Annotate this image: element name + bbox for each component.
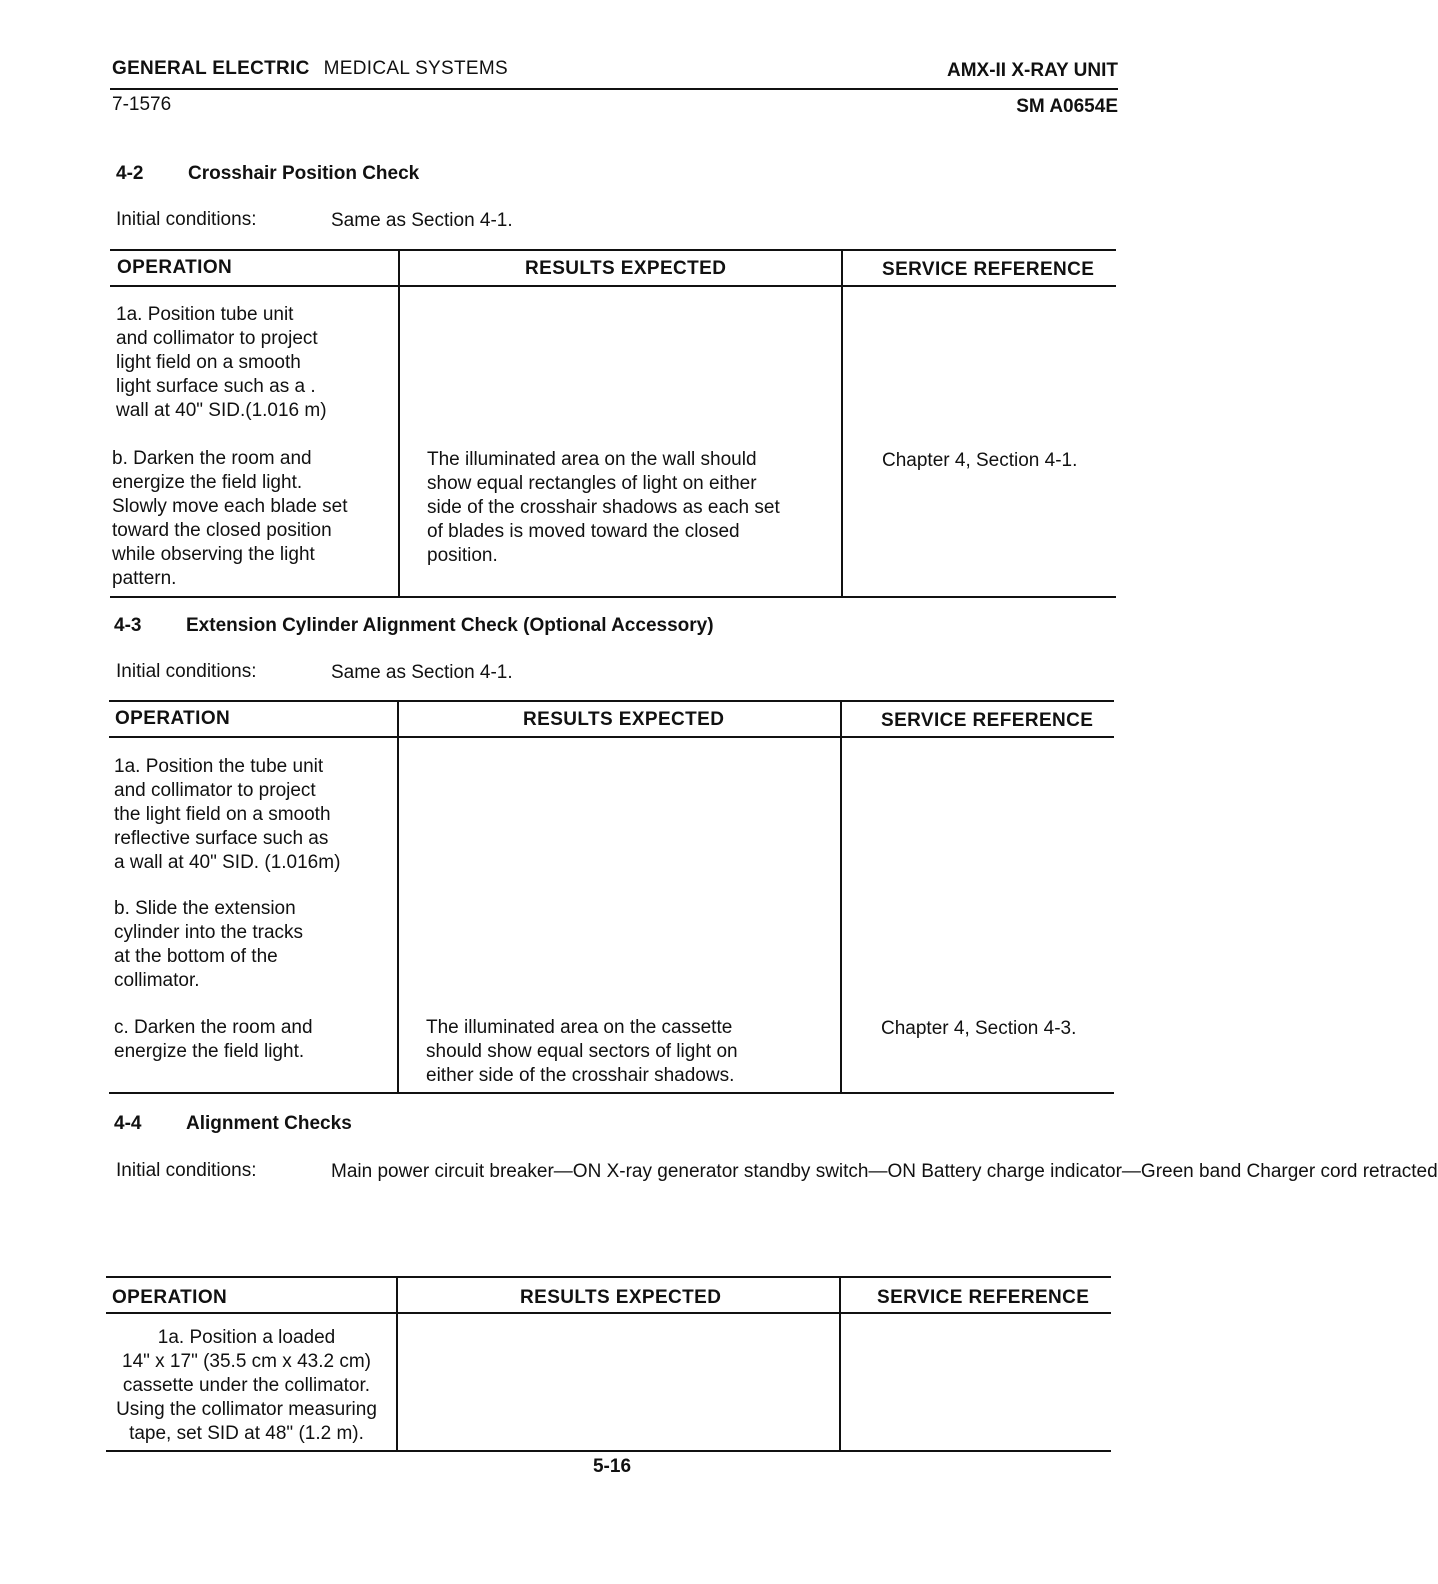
section-number: 4-4 (114, 1113, 142, 1134)
manual-id: SM A0654E (1016, 96, 1118, 117)
column-header-operation: OPERATION (112, 1287, 228, 1308)
table-top-rule (110, 249, 1116, 251)
table-header-rule (110, 285, 1116, 287)
table-bottom-rule (106, 1450, 1111, 1452)
column-divider (840, 700, 842, 1094)
initial-conditions-label: Initial conditions: (116, 661, 257, 682)
page-number: 5-16 (592, 1456, 632, 1477)
operation-step: 1a. Position a loaded 14" x 17" (35.5 cm x 43.2 cm) cassette under the collimator. Using the collimator measuring tape, set SID at 48" (1.2 m). (116, 1327, 377, 1444)
initial-conditions-label: Initial conditions: (116, 1160, 257, 1181)
table-header-rule (109, 736, 1114, 738)
table-header-rule (106, 1312, 1111, 1314)
column-header-operation: OPERATION (115, 708, 231, 729)
column-divider (841, 249, 843, 598)
column-divider (397, 700, 399, 1094)
company-name: GENERAL ELECTRIC (112, 58, 310, 79)
section-heading (114, 615, 714, 637)
operation-step: c. Darken the room and energize the field light. (114, 1017, 313, 1062)
table-bottom-rule (110, 596, 1116, 598)
table-top-rule (106, 1276, 1111, 1278)
doc-number: 7-1576 (112, 94, 172, 115)
operation-step: 1a. Position tube unit and collimator to project light field on a smooth light surface such as a . wall at 40" SID.(1.016 m) (116, 304, 327, 421)
section-title: Extension Cylinder Alignment Check (Optional Accessory) (186, 615, 714, 636)
initial-conditions-value: Same as Section 4-1. (331, 210, 513, 231)
service-reference: Chapter 4, Section 4-3. (881, 1018, 1077, 1039)
initial-conditions-value: Same as Section 4-1. (331, 662, 513, 683)
operation-step: 1a. Position the tube unit and collimator to project the light field on a smooth reflective surface such as a wall at 40" SID. (1.016m) (114, 756, 341, 873)
initial-conditions-label: Initial conditions: (116, 209, 257, 230)
column-header-reference: SERVICE REFERENCE (877, 1287, 1090, 1308)
column-header-reference: SERVICE REFERENCE (881, 710, 1094, 731)
column-header-operation: OPERATION (117, 257, 233, 278)
column-divider (396, 1276, 398, 1452)
operation-step: b. Slide the extension cylinder into the tracks at the bottom of the collimator. (114, 898, 304, 991)
column-header-reference: SERVICE REFERENCE (882, 259, 1095, 280)
column-divider (398, 249, 400, 598)
section-title: Crosshair Position Check (188, 163, 420, 184)
section-number: 4-3 (114, 615, 142, 636)
section-title: Alignment Checks (186, 1113, 352, 1134)
header-rule (110, 88, 1118, 90)
service-reference: Chapter 4, Section 4-1. (882, 450, 1078, 471)
result-expected: The illuminated area on the wall should show equal rectangles of light on either side of the crosshair shadows as each set of blades is moved toward the closed position. (427, 449, 780, 566)
product-name: AMX-II X-RAY UNIT (946, 60, 1118, 81)
header-company (112, 58, 508, 80)
column-header-results: RESULTS EXPECTED (520, 1287, 722, 1308)
table-bottom-rule (109, 1092, 1114, 1094)
operation-step: b. Darken the room and energize the field light. Slowly move each blade set toward the closed position while observing the light pattern. (112, 448, 348, 589)
column-header-results: RESULTS EXPECTED (525, 258, 727, 279)
initial-conditions-value: Main power circuit breaker—ON X-ray generator standby switch—ON Battery charge indicator—Green band Charger cord retracted (331, 1161, 1438, 1182)
division-name: MEDICAL SYSTEMS (323, 58, 508, 79)
column-header-results: RESULTS EXPECTED (523, 709, 725, 730)
section-number: 4-2 (116, 163, 144, 184)
table-top-rule (109, 700, 1114, 702)
column-divider (839, 1276, 841, 1452)
section-heading (114, 1113, 352, 1135)
result-expected: The illuminated area on the cassette should show equal sectors of light on either side of the crosshair shadows. (426, 1017, 738, 1086)
section-heading (116, 163, 419, 185)
